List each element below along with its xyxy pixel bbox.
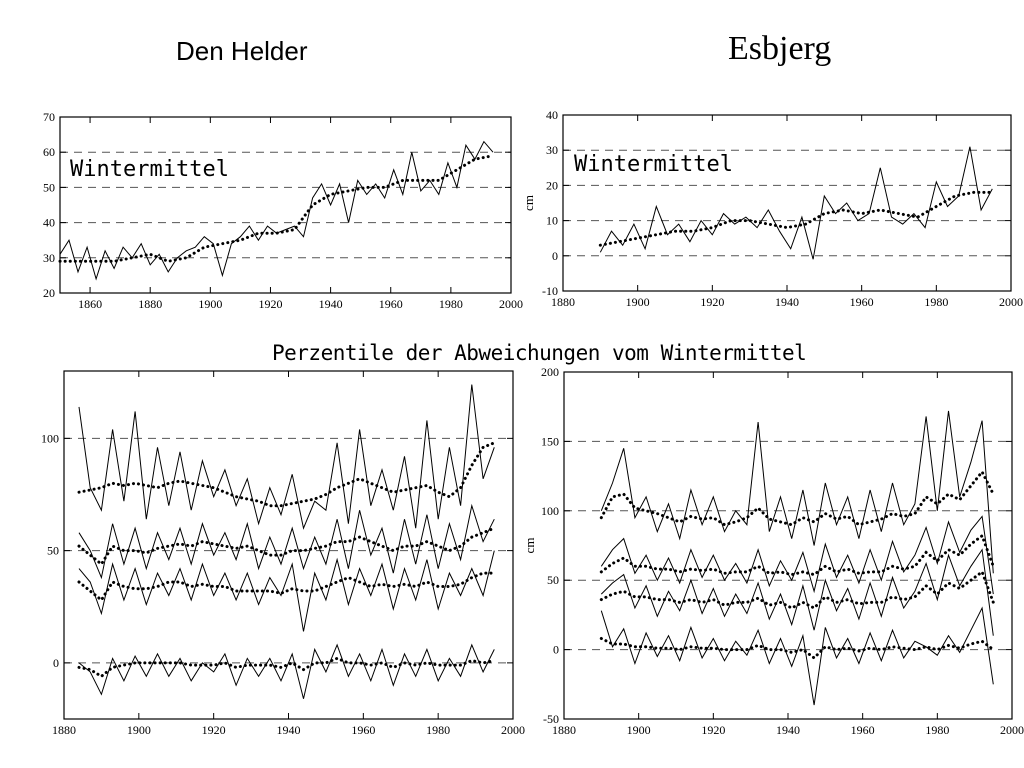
dh_perc-series-6 xyxy=(79,573,494,600)
es_mean-xtick-label: 1900 xyxy=(625,295,650,309)
annotation-wintermittel-den-helder: Wintermittel xyxy=(70,157,229,182)
es_perc-series-8 xyxy=(601,639,993,658)
dh_perc-series-3 xyxy=(79,506,494,578)
dh_mean-frame xyxy=(60,117,511,293)
title-den-helder: Den Helder xyxy=(176,36,308,66)
dh_mean-xtick-label: 1980 xyxy=(438,297,463,311)
dh_perc-xtick-label: 1900 xyxy=(126,723,151,737)
dh_mean-xtick-label: 1940 xyxy=(318,297,343,311)
es_perc-xtick-label: 1920 xyxy=(701,723,726,737)
dh_perc-xtick-label: 2000 xyxy=(501,723,525,737)
es_mean-ytick-label: -10 xyxy=(542,284,558,298)
es_perc-xtick-label: 1940 xyxy=(776,723,800,737)
dh_perc-xtick-label: 1940 xyxy=(276,723,301,737)
dh_mean-ytick-label: 60 xyxy=(43,145,55,160)
es_perc-frame xyxy=(564,372,1012,719)
dh_mean-xtick-label: 1960 xyxy=(378,297,403,311)
dh_perc-xtick-label: 1920 xyxy=(201,723,226,737)
dh_mean-xtick-label: 1920 xyxy=(258,297,283,311)
es_mean-ytick-label: 10 xyxy=(546,213,558,228)
es_mean-xtick-label: 1880 xyxy=(551,295,575,309)
es_mean-series-2 xyxy=(600,192,992,245)
dh_mean-ytick-label: 30 xyxy=(43,250,55,265)
dh_mean-xtick-label: 1880 xyxy=(138,297,163,311)
es_mean-ylabel: cm xyxy=(521,195,536,211)
es_perc-xtick-label: 1880 xyxy=(552,723,576,737)
es_perc-ytick-label: 50 xyxy=(547,573,559,588)
dh_perc-series-7 xyxy=(79,645,494,699)
es_perc-ytick-label: 0 xyxy=(553,642,559,657)
dh_mean-ytick-label: 50 xyxy=(43,180,55,195)
es_perc-series-7 xyxy=(601,608,993,705)
es_perc-series-1 xyxy=(601,411,993,573)
dh_perc-ytick-label: 0 xyxy=(53,655,59,670)
dh_mean-xtick-label: 2000 xyxy=(499,297,523,311)
es_perc-series-2 xyxy=(601,472,993,525)
annotation-wintermittel-esbjerg: Wintermittel xyxy=(574,152,733,177)
dh_mean-ytick-label: 70 xyxy=(43,110,55,124)
dh_perc-xtick-label: 1980 xyxy=(426,723,451,737)
es_perc-series-3 xyxy=(601,516,993,594)
es_perc-xtick-label: 2000 xyxy=(1000,723,1024,737)
es_mean-ytick-label: 20 xyxy=(546,178,558,193)
dh_perc-xtick-label: 1880 xyxy=(52,723,76,737)
es_mean-xtick-label: 1920 xyxy=(700,295,725,309)
es_perc-ytick-label: 150 xyxy=(541,434,559,449)
dh_mean-xtick-label: 1900 xyxy=(198,297,223,311)
es_mean-xtick-label: 1940 xyxy=(775,295,799,309)
es_mean-xtick-label: 1980 xyxy=(924,295,949,309)
es_perc-ylabel: cm xyxy=(522,537,537,554)
title-percentiles: Perzentile der Abweichungen vom Wintermittel xyxy=(272,341,807,365)
es_mean-xtick-label: 2000 xyxy=(999,295,1023,309)
dh_mean-ytick-label: 20 xyxy=(43,286,55,300)
dh_mean-ytick-label: 40 xyxy=(43,215,55,230)
es_mean-ytick-label: 40 xyxy=(546,108,558,122)
title-esbjerg: Esbjerg xyxy=(728,30,832,67)
dh_mean-xtick-label: 1860 xyxy=(78,297,103,311)
es_mean-frame xyxy=(563,115,1011,291)
es_perc-xtick-label: 1980 xyxy=(925,723,950,737)
es_mean-ytick-label: 30 xyxy=(546,143,558,158)
es_mean-ytick-label: 0 xyxy=(552,248,558,263)
es_perc-ytick-label: 200 xyxy=(541,365,559,379)
dh_perc-xtick-label: 1960 xyxy=(351,723,376,737)
es_perc-xtick-label: 1900 xyxy=(626,723,651,737)
es_perc-ytick-label: -50 xyxy=(543,712,559,726)
dh_perc-ytick-label: 50 xyxy=(47,543,59,558)
dh_perc-series-1 xyxy=(79,385,494,529)
es_mean-xtick-label: 1960 xyxy=(849,295,874,309)
dh_perc-ytick-label: 100 xyxy=(41,431,59,446)
es_perc-xtick-label: 1960 xyxy=(850,723,875,737)
es_perc-ytick-label: 100 xyxy=(541,503,559,518)
